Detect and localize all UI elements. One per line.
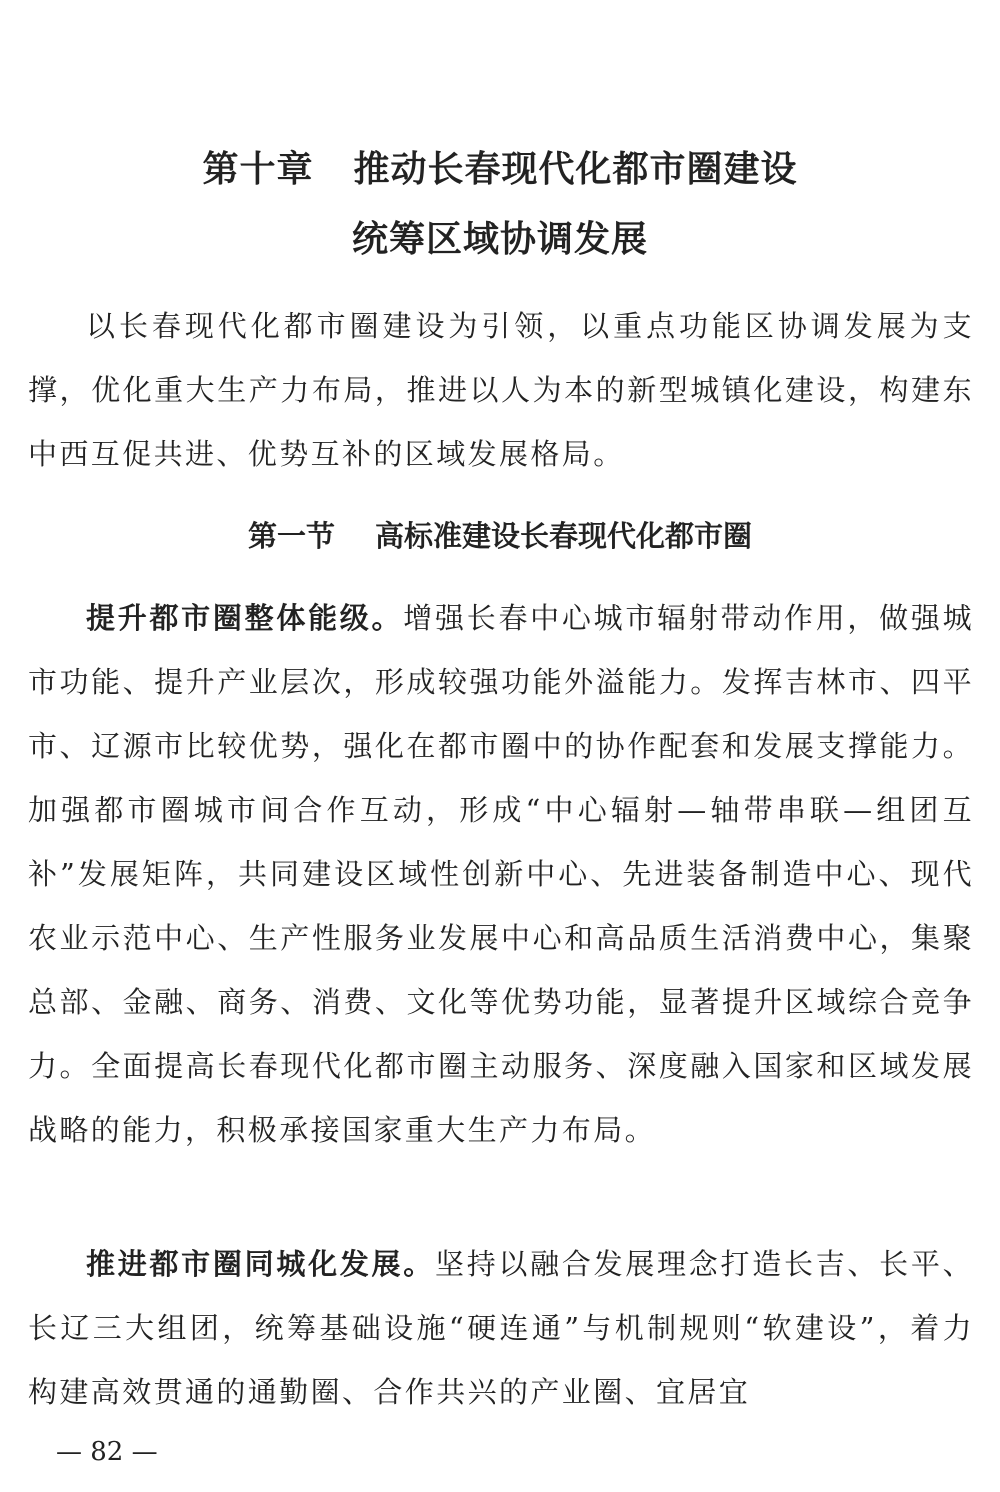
body-paragraph-2 bbox=[28, 1232, 974, 1424]
page-number: — 82 — bbox=[56, 1437, 158, 1467]
chapter-title-line1 bbox=[0, 148, 1000, 192]
paragraph-text: 坚持以融合发展理念打造长吉、长平、长辽三大组团，统筹基础设施“硬连通”与机制规则“软建设”，着力构建高效贯通的通勤圈、合作共兴的产业圈、宜居宜 bbox=[28, 1247, 974, 1409]
section-title-text: 高标准建设长春现代化都市圈 bbox=[375, 519, 753, 553]
paragraph-lead: 提升都市圈整体能级。 bbox=[86, 601, 404, 635]
body-paragraph-1 bbox=[28, 586, 974, 1162]
paragraph-text: 增强长春中心城市辐射带动作用，做强城市功能、提升产业层次，形成较强功能外溢能力。发挥吉林市、四平市、辽源市比较优势，强化在都市圈中的协作配套和发展支撑能力。加强都市圈城市间合作互动，形成“中心辐射—轴带串联—组团互补”发展矩阵，共同建设区域性创新中心、先进装备制造中心、现代农业示范中心、生产性服务业发展中心和高品质生活消费中心，集聚总部、金融、商务、消费、文化等优势功能，显著提升区域综合竞争力。全面提高长春现代化都市圈主动服务、深度融入国家和区域发展战略的能力，积极承接国家重大生产力布局。 bbox=[28, 601, 974, 1147]
section-number: 第一节 bbox=[247, 519, 335, 553]
chapter-title-line2 bbox=[0, 218, 1000, 262]
chapter-title-main: 推动长春现代化都市圈建设 bbox=[353, 149, 798, 190]
section-title bbox=[0, 514, 1000, 558]
chapter-title-sub: 统筹区域协调发展 bbox=[351, 219, 648, 260]
paragraph-lead: 推进都市圈同城化发展。 bbox=[86, 1247, 435, 1281]
chapter-number: 第十章 bbox=[202, 149, 314, 190]
intro-paragraph: 以长春现代化都市圈建设为引领，以重点功能区协调发展为支撑，优化重大生产力布局，推进以人为本的新型城镇化建设，构建东中西互促共进、优势互补的区域发展格局。 bbox=[28, 309, 974, 471]
